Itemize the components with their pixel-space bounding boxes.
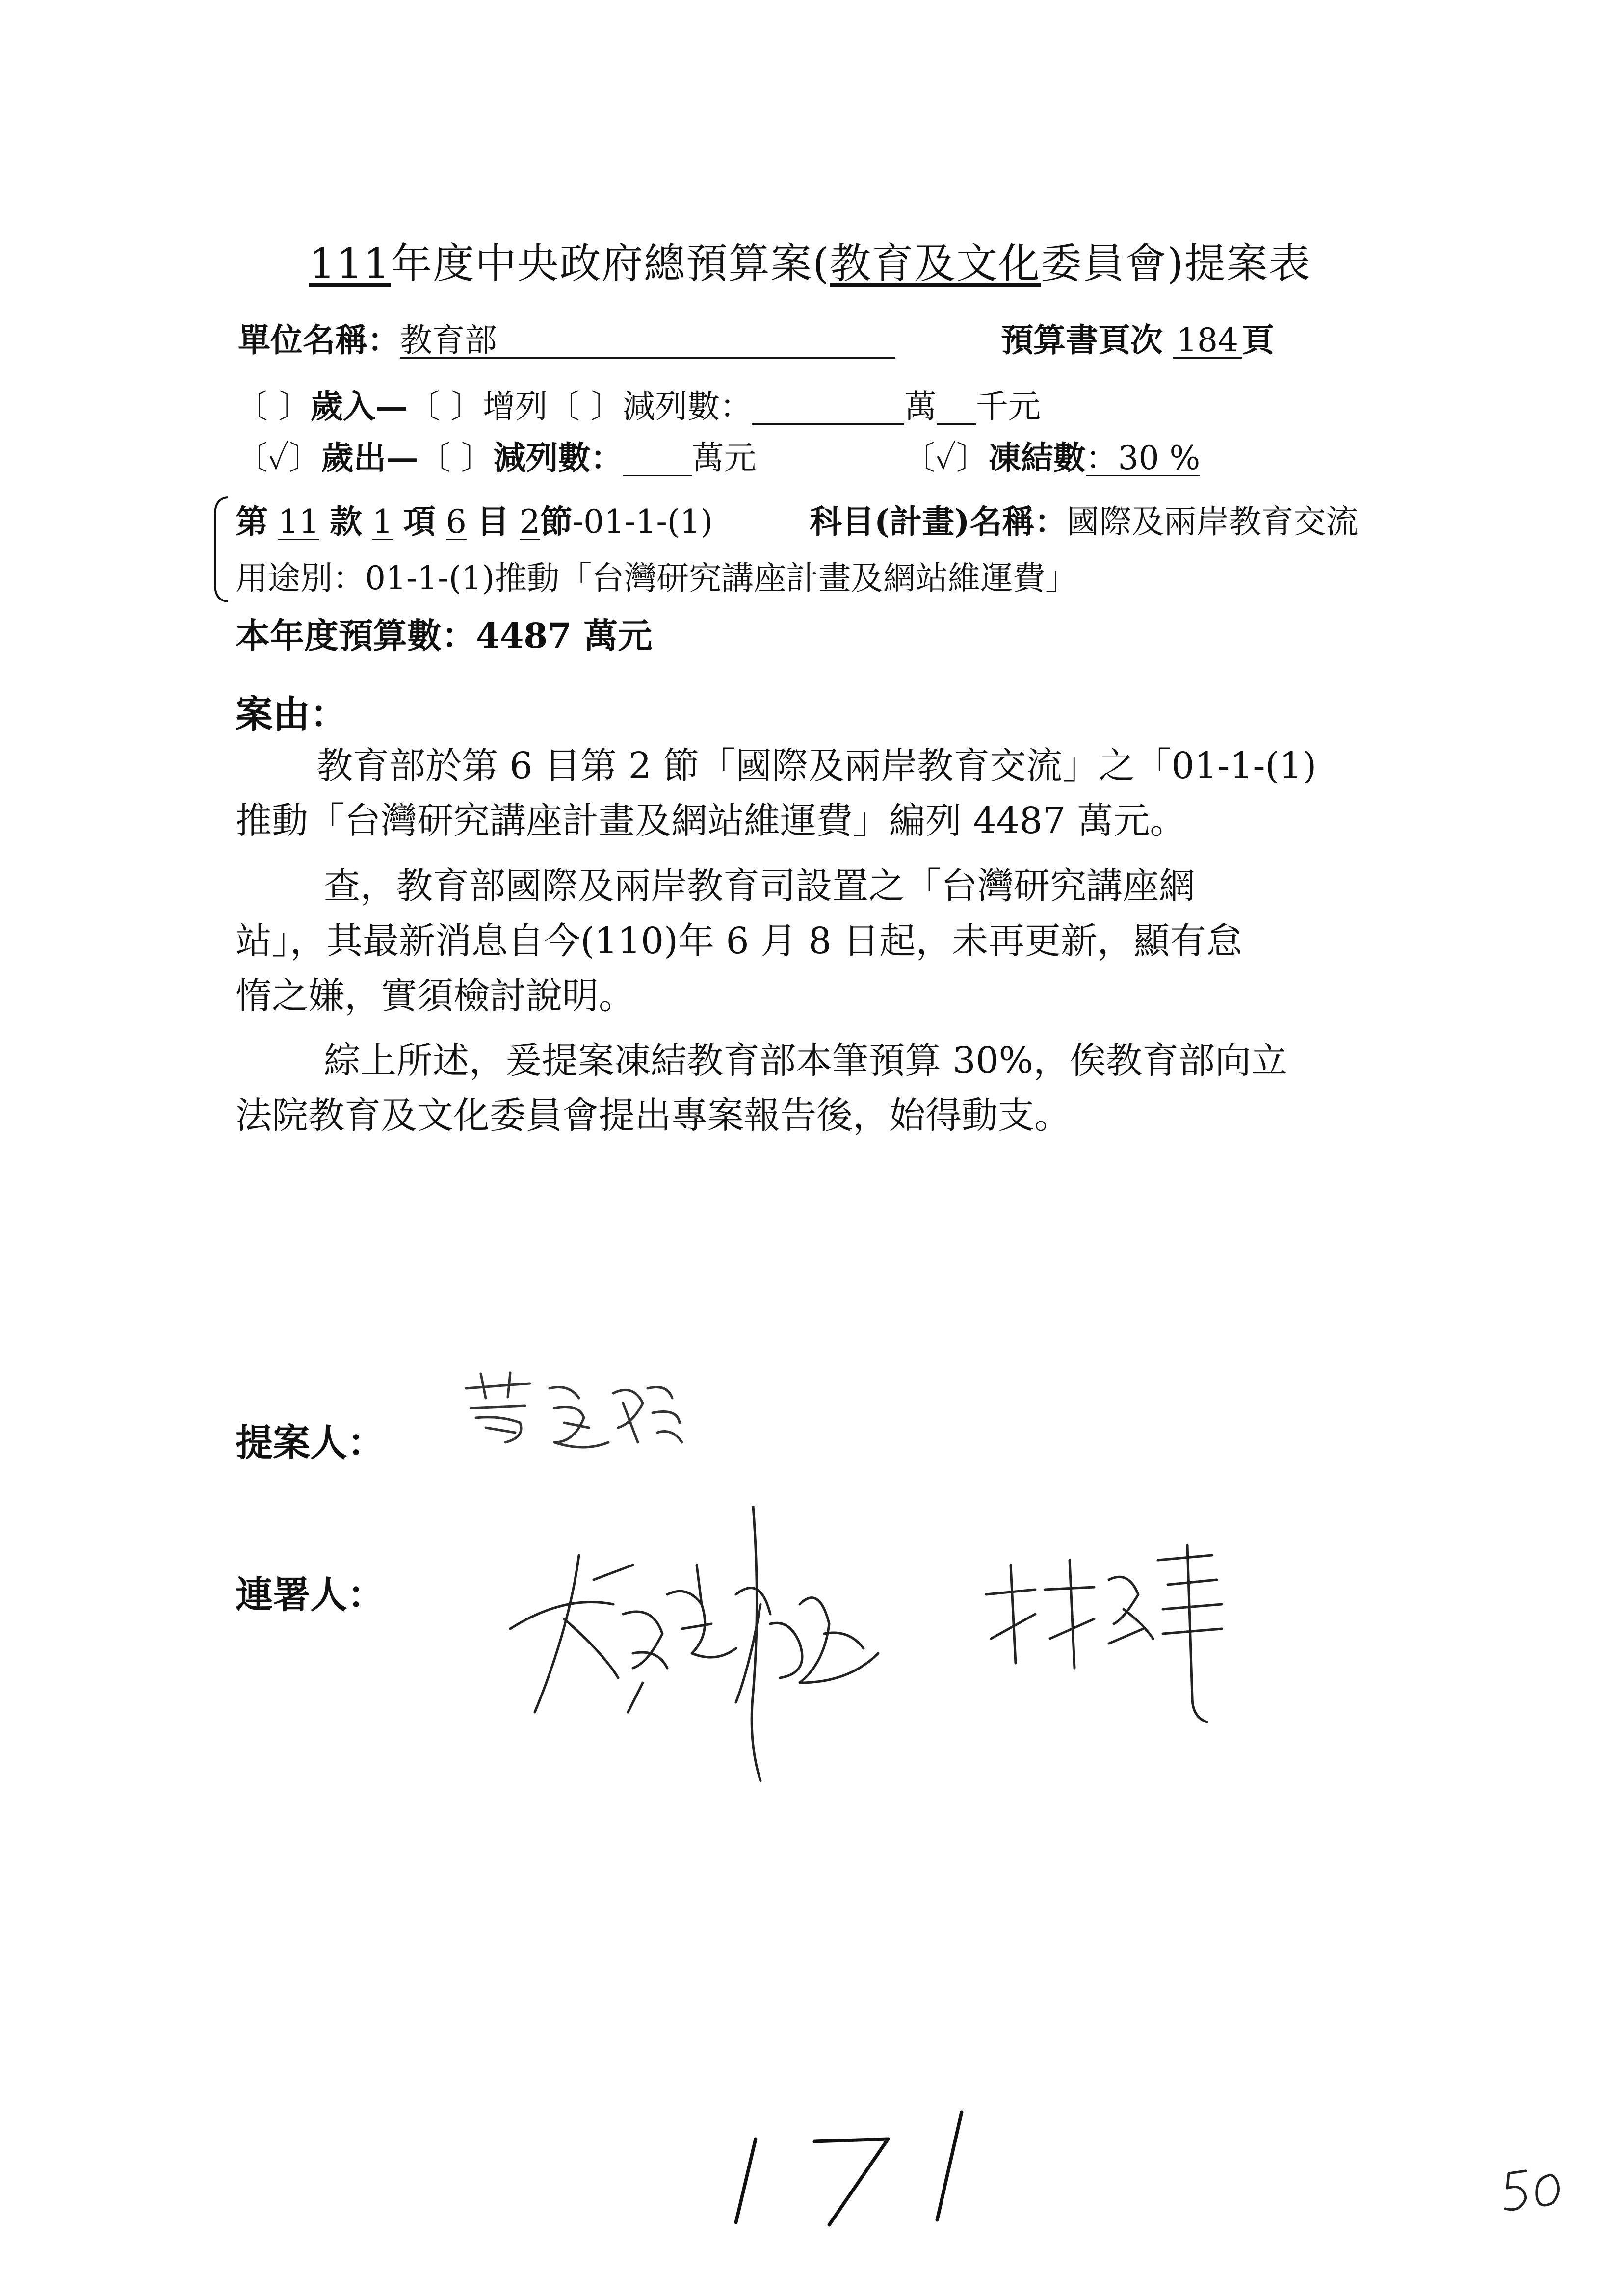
digit-1-b [937, 2112, 962, 2220]
use-row [236, 552, 1077, 599]
cosigner-signature-2 [981, 1540, 1246, 1727]
expense-box: 〔✓〕 [236, 439, 321, 477]
corner-number-text [1501, 2222, 1508, 2228]
item-m-unit: 目 [476, 502, 509, 541]
expense-decrease-label: 減列數： [493, 439, 623, 477]
page-value: 184 [1173, 323, 1242, 359]
item-k-label: 第 [236, 502, 268, 541]
title-part1: 年度中央政府總預算案( [391, 239, 830, 287]
qian-blank [937, 390, 976, 425]
decrease-label: 減列數： [622, 388, 752, 425]
unit-value: 教育部 [400, 323, 895, 359]
use-value: 01-1-(1)推動「台灣研究講座計畫及網站維運費」 [365, 559, 1078, 597]
page-number-text [736, 2237, 745, 2243]
item-k-unit: 款 [329, 502, 362, 541]
item-j: 2 [519, 503, 540, 541]
increase-box: 〔 〕 [407, 388, 483, 425]
proposer-label: 提案人： [236, 1421, 385, 1464]
revenue-box: 〔 〕 [236, 388, 311, 425]
digit-1-a [736, 2139, 756, 2222]
revenue-row [236, 380, 1041, 427]
page-ref [1001, 314, 1274, 361]
item-k: 11 [278, 503, 319, 541]
subject-value: 國際及兩岸教育交流 [1067, 503, 1359, 541]
expense-decrease-box: 〔 〕 [418, 439, 494, 477]
unit-wan: 萬 [904, 388, 937, 425]
revenue-label: 歲入— [310, 387, 408, 425]
item-row [236, 496, 713, 542]
item-x: 1 [372, 503, 393, 541]
reason-p3-l2: 法院教育及文化委員會提出專案報告後，始得動支。 [236, 1095, 1071, 1137]
revenue-amount-blank [752, 390, 904, 425]
item-code: -01-1-(1) [572, 503, 713, 541]
unit-label: 單位名稱： [238, 321, 400, 359]
increase-label: 增列 [482, 388, 548, 425]
expense-row [236, 432, 757, 478]
form-title [309, 231, 1311, 290]
unit-row [238, 314, 895, 361]
subject-label: 科目(計畫)名稱： [810, 502, 1067, 541]
decrease-box: 〔 〕 [547, 388, 623, 425]
title-committee: 教育及文化 [830, 239, 1041, 287]
reason-p1-l1: 教育部於第 6 目第 2 節「國際及兩岸教育交流」之「01-1-(1) [316, 745, 1317, 787]
expense-unit: 萬元 [691, 439, 757, 477]
proposer-signature [456, 1369, 692, 1457]
unit-qian: 千元 [975, 388, 1041, 425]
use-label: 用途別： [236, 559, 365, 597]
reason-p2-l1: 查，教育部國際及兩岸教育司設置之「台灣研究講座網 [324, 865, 1195, 907]
reason-p2-l3: 惰之嫌，實須檢討說明。 [236, 975, 635, 1017]
item-m: 6 [445, 503, 467, 541]
expense-amount-blank [623, 441, 692, 476]
reason-p1-l2: 推動「台灣研究講座計畫及網站維運費」編列 4487 萬元。 [236, 800, 1186, 842]
subject-row [810, 496, 1358, 542]
cosigner-signature-1 [505, 1506, 917, 1791]
handwritten-page-number [726, 2105, 981, 2232]
corner-number-50 [1501, 2164, 1570, 2218]
freeze-box: 〔✓〕 [903, 439, 989, 477]
item-bracket [210, 496, 230, 603]
budget-label: 本年度預算數： [236, 615, 476, 656]
title-part2: 委員會)提案表 [1041, 239, 1311, 287]
budget-value: 4487 萬元 [476, 615, 653, 656]
reason-heading: 案由： [236, 692, 347, 736]
item-j-unit: 節 [540, 502, 573, 541]
page-unit: 頁 [1241, 321, 1274, 359]
cosigner-label: 連署人： [236, 1573, 385, 1617]
budget-row [236, 608, 652, 658]
page-label: 預算書頁次 [1001, 321, 1163, 359]
freeze-row [903, 432, 1200, 478]
freeze-label: 凍結數 [988, 439, 1086, 477]
expense-label: 歲出— [321, 439, 419, 477]
item-x-unit: 項 [403, 502, 436, 541]
reason-p3-l1: 綜上所述，爰提案凍結教育部本筆預算 30%，俟教育部向立 [324, 1040, 1287, 1082]
title-year: 111 [309, 239, 391, 287]
freeze-value: ：30 % [1085, 439, 1201, 477]
digit-7 [814, 2139, 888, 2225]
reason-p2-l2: 站」，其最新消息自今(110)年 6 月 8 日起，未再更新，顯有怠 [236, 920, 1243, 962]
